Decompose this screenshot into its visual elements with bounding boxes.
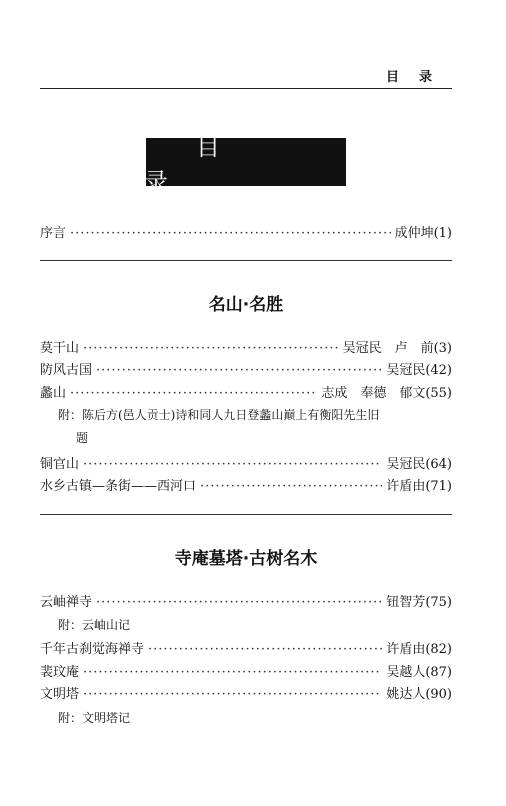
toc-entry[interactable] (40, 453, 452, 473)
toc-entry[interactable] (40, 359, 452, 379)
appendix-note: 附：文明塔记 (58, 711, 131, 725)
leader-dots (83, 457, 382, 472)
entry-title: 千年古刹觉海禅寺 (40, 642, 145, 657)
appendix-note: 附：云岫山记 (58, 618, 131, 632)
section-rule (40, 514, 452, 515)
entry-title: 防风古国 (40, 363, 93, 378)
entry-title: 文明塔 (40, 687, 80, 702)
leader-dots (83, 665, 382, 680)
leader-dots (96, 595, 382, 610)
entry-author-page: 许盾由(71) (386, 479, 452, 494)
entry-title: 裴玟庵 (40, 665, 80, 680)
section-heading-2: 寺庵墓塔·古树名木 (174, 549, 318, 569)
toc-entry[interactable] (40, 591, 452, 611)
entry-author-page: 成仲坤(1) (394, 226, 452, 241)
entry-title: 莫干山 (40, 341, 80, 356)
leader-dots (83, 687, 382, 702)
leader-dots (148, 642, 382, 657)
contents-title: 目 录 (144, 133, 348, 196)
header-rule (40, 88, 452, 89)
toc-entry[interactable] (40, 382, 452, 402)
toc-entry[interactable] (40, 337, 452, 357)
toc-entry[interactable] (40, 638, 452, 658)
leader-dots (70, 226, 391, 241)
entry-author-page: 吴越人(87) (386, 665, 452, 680)
entry-author-page: 吴冠民(42) (386, 363, 452, 378)
entry-title: 铜官山 (40, 457, 80, 472)
leader-dots (96, 363, 382, 378)
entry-author-page: 志成 奉德 郁文(55) (321, 386, 452, 401)
entry-title: 云岫禅寺 (40, 595, 93, 610)
entry-author-page: 钮智芳(75) (386, 595, 452, 610)
toc-entry[interactable] (40, 661, 452, 681)
toc-entry[interactable] (40, 683, 452, 703)
toc-entry[interactable] (40, 475, 452, 495)
section-rule (40, 260, 452, 261)
toc-entry-preface[interactable] (40, 222, 452, 242)
entry-title: 蠡山 (40, 386, 67, 401)
entry-author-page: 姚达人(90) (386, 687, 452, 702)
leader-dots (70, 386, 317, 401)
running-head: 目录 (386, 70, 453, 85)
entry-title: 序言 (40, 226, 67, 241)
section-heading-1: 名山·名胜 (208, 295, 284, 315)
entry-author-page: 吴冠民 卢 前(3) (342, 341, 452, 356)
appendix-note-continued: 题 (76, 431, 89, 445)
entry-author-page: 吴冠民(64) (386, 457, 452, 472)
appendix-note: 附：陈后方(邑人贡士)诗和同人九日登蠡山巅上有衡阳先生旧 (58, 408, 380, 422)
entry-title: 水乡古镇—条街——西河口 (40, 479, 197, 494)
leader-dots (83, 341, 339, 356)
entry-author-page: 许盾由(82) (386, 642, 452, 657)
leader-dots (200, 479, 382, 494)
